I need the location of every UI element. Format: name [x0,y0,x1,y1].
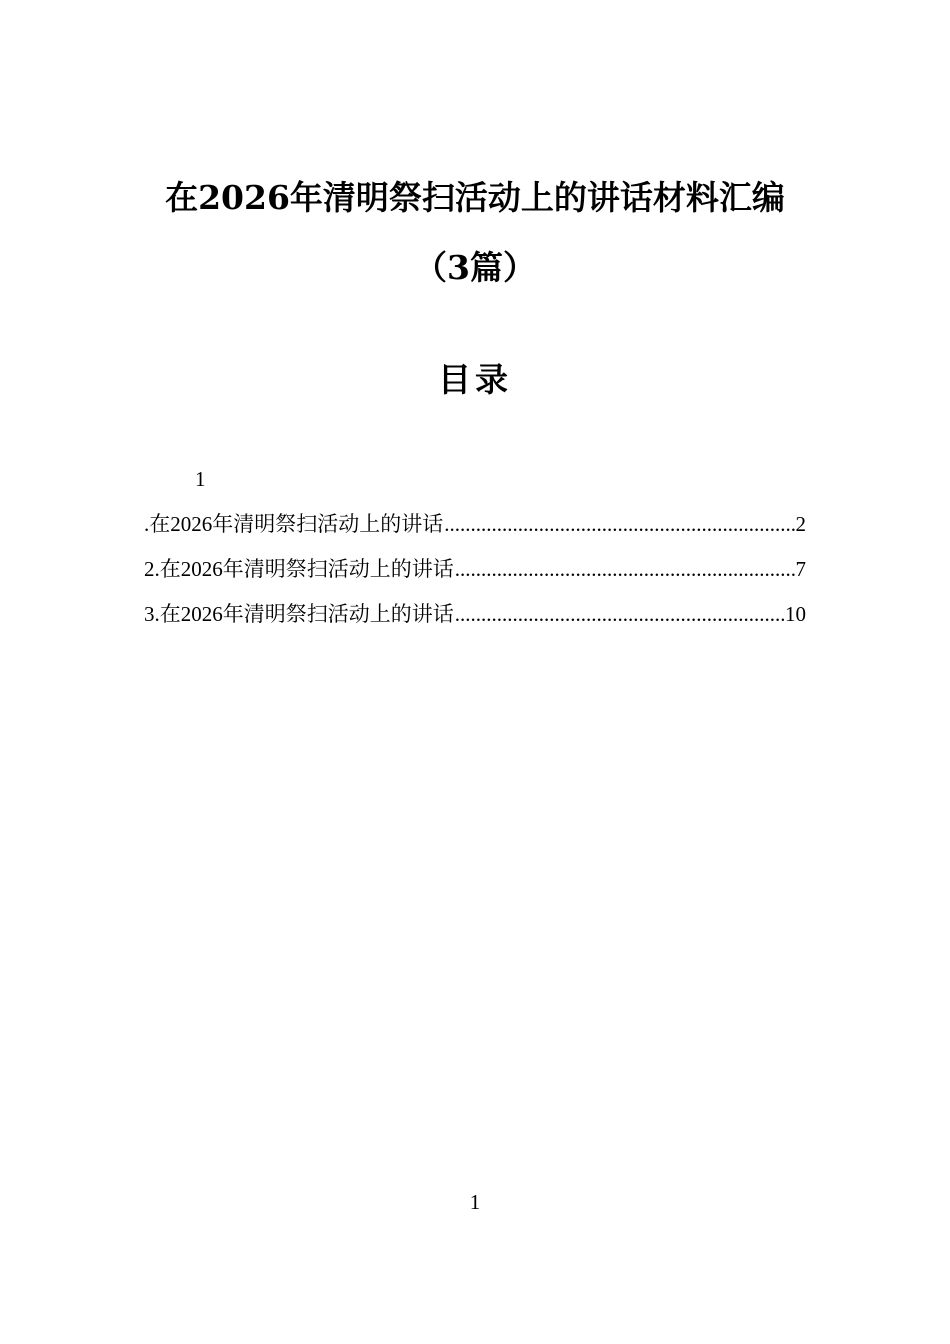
toc-entry-title: .在2026年清明祭扫活动上的讲话 [144,512,444,536]
toc-dot-leader [455,602,784,627]
page-number: 1 [469,1190,481,1214]
toc-dot-leader [455,557,795,582]
toc-entry[interactable] [144,553,806,598]
toc-entry[interactable] [144,508,806,553]
document-title: 在2026年清明祭扫活动上的讲话材料汇编 [165,178,785,217]
toc-entry-title: 2.在2026年清明祭扫活动上的讲话 [144,557,454,581]
toc-entry-page: 2 [795,512,806,536]
toc-entry-title: 3.在2026年清明祭扫活动上的讲话 [144,602,454,626]
table-of-contents [144,508,806,643]
toc-heading: 目录 [438,360,512,399]
document-subtitle: （3篇） [414,248,536,287]
toc-dot-leader [444,512,794,537]
toc-entry-page: 10 [785,602,806,626]
toc-entry-number-fragment: 1 [195,467,206,491]
toc-entry-page: 7 [795,557,806,581]
toc-entry[interactable] [144,598,806,643]
